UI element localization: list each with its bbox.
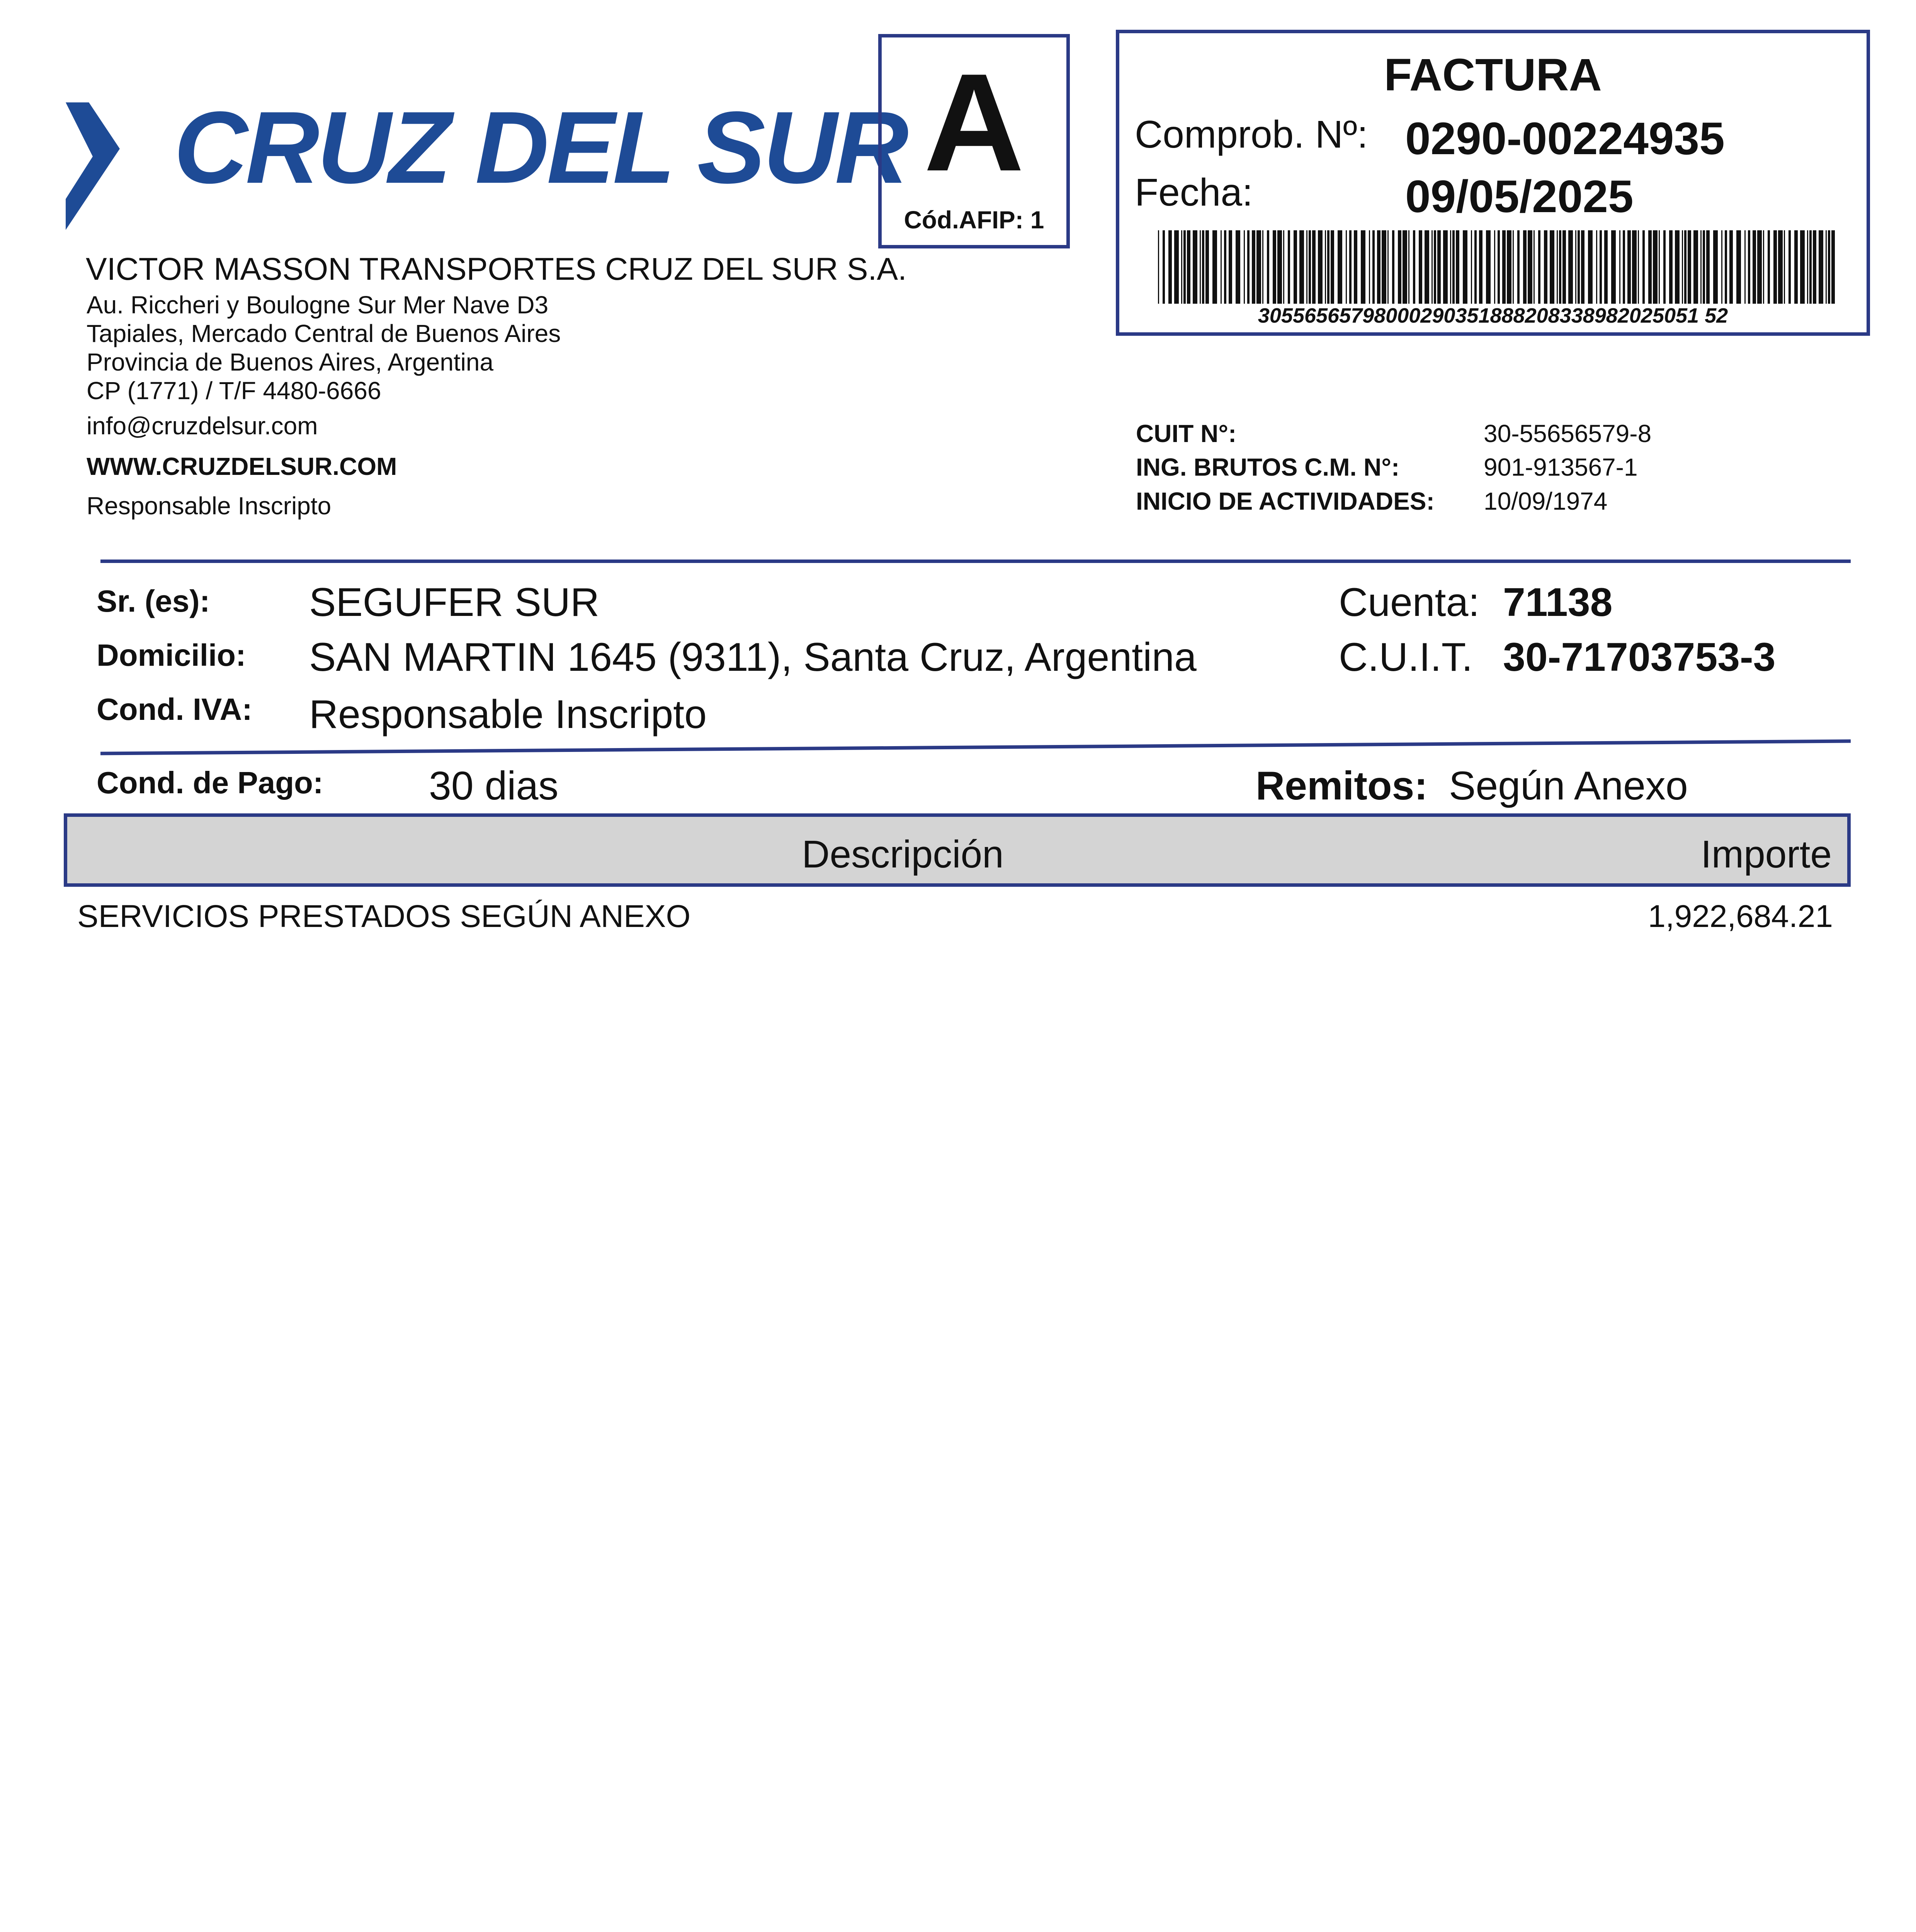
iibb-label: ING. BRUTOS C.M. N°: — [1136, 453, 1400, 481]
invoice-number-label: Comprob. Nº: — [1135, 113, 1368, 156]
client-address-label: Domicilio: — [97, 638, 246, 672]
barcode-icon — [1158, 230, 1838, 308]
company-tax-condition: Responsable Inscripto — [87, 492, 332, 520]
company-logo-text: CRUZ DEL SUR — [174, 90, 906, 205]
company-email: info@cruzdelsur.com — [87, 412, 318, 440]
company-name: VICTOR MASSON TRANSPORTES CRUZ DEL SUR S.A. — [86, 252, 907, 287]
remitos-value: Según Anexo — [1449, 764, 1688, 808]
client-name-label: Sr. (es): — [97, 584, 210, 618]
start-activities-label: INICIO DE ACTIVIDADES: — [1136, 487, 1435, 515]
items-table-header — [64, 813, 1851, 887]
remitos-label: Remitos: — [1256, 764, 1428, 808]
amount-header: Importe — [1700, 833, 1832, 876]
company-website: WWW.CRUZDELSUR.COM — [87, 452, 397, 480]
payment-terms-label: Cond. de Pago: — [97, 765, 323, 800]
client-cuit: 30-71703753-3 — [1503, 635, 1776, 680]
company-cuit: 30-55656579-8 — [1484, 420, 1652, 447]
address-line: Tapiales, Mercado Central de Buenos Aires — [87, 320, 561, 347]
invoice-title: FACTURA — [1384, 49, 1602, 100]
item-amount: 1,922,684.21 — [1648, 899, 1833, 934]
start-activities-date: 10/09/1974 — [1484, 487, 1608, 515]
client-address: SAN MARTIN 1645 (9311), Santa Cruz, Argentina — [309, 635, 1197, 680]
company-address — [87, 291, 561, 405]
description-header: Descripción — [802, 833, 1004, 876]
invoice-header-box — [1116, 30, 1870, 336]
invoice-date: 09/05/2025 — [1405, 171, 1634, 222]
client-cuit-label: C.U.I.T. — [1339, 635, 1473, 680]
cuit-label: CUIT N°: — [1136, 420, 1237, 447]
client-iva-label: Cond. IVA: — [97, 692, 252, 726]
client-name: SEGUFER SUR — [309, 580, 600, 625]
payment-terms: 30 dias — [429, 764, 559, 808]
afip-code: Cód.AFIP: 1 — [904, 206, 1044, 234]
invoice-letter-box — [878, 34, 1070, 248]
cruz-del-sur-logo-mark-icon — [66, 102, 120, 230]
separator-line — [100, 560, 1851, 563]
separator-line — [100, 734, 1855, 757]
item-description: SERVICIOS PRESTADOS SEGÚN ANEXO — [77, 899, 691, 934]
company-iibb: 901-913567-1 — [1484, 453, 1638, 481]
barcode-number: 30556565798000290351888208338982025051 52 — [1258, 304, 1728, 327]
client-iva: Responsable Inscripto — [309, 692, 707, 737]
invoice-date-label: Fecha: — [1135, 171, 1253, 214]
address-line: Au. Riccheri y Boulogne Sur Mer Nave D3 — [87, 291, 549, 319]
invoice-number: 0290-00224935 — [1405, 113, 1725, 164]
address-line: CP (1771) / T/F 4480-6666 — [87, 377, 381, 405]
account-number: 71138 — [1503, 580, 1613, 625]
invoice-letter: A — [924, 45, 1024, 200]
address-line: Provincia de Buenos Aires, Argentina — [87, 348, 494, 376]
account-label: Cuenta: — [1339, 580, 1480, 625]
